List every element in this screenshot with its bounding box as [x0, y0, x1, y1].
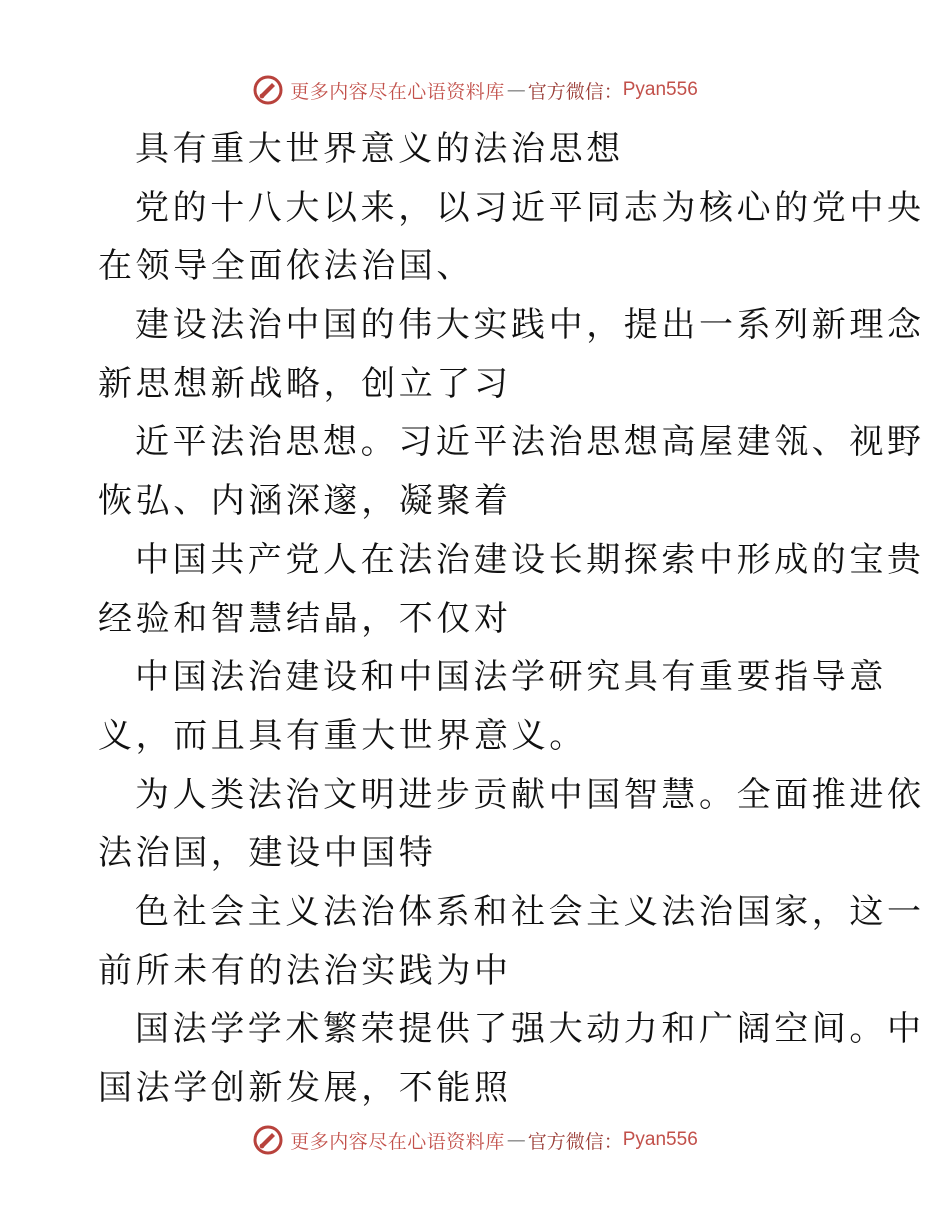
banner-wechat-label: 官方微信： — [527, 1130, 623, 1153]
paragraph-line: 经验和智慧结晶，不仅对 — [98, 598, 512, 639]
paragraph-line: 中国共产党人在法治建设长期探索中形成的宝贵 — [135, 539, 925, 580]
banner-wechat-id: Pyan556 — [622, 1129, 698, 1150]
logo-seal-icon — [252, 1124, 284, 1156]
banner-wechat-label: 官方微信： — [527, 80, 623, 103]
paragraph-line: 近平法治思想。习近平法治思想高屋建瓴、视野 — [135, 422, 925, 463]
banner-wechat-id: Pyan556 — [622, 79, 698, 100]
banner-text: 更多内容尽在心语资料库 — [290, 80, 505, 103]
paragraph-line: 法治国，建设中国特 — [98, 833, 437, 874]
paragraph-line: 国法学创新发展，不能照 — [98, 1068, 512, 1108]
header-banner[interactable] — [0, 70, 950, 110]
paragraph-line: 新思想新战略，创立了习 — [98, 363, 512, 404]
banner-text: 更多内容尽在心语资料库 — [290, 1130, 505, 1153]
paragraph-line: 中国法治建设和中国法学研究具有重要指导意 — [135, 657, 887, 698]
logo-seal-icon — [252, 74, 284, 106]
banner-separator: — — [506, 79, 526, 101]
footer-banner[interactable] — [0, 1120, 950, 1160]
paragraph-line: 在领导全面依法治国、 — [98, 246, 474, 287]
body-text — [98, 120, 925, 1118]
paragraph-line: 恢弘、内涵深邃，凝聚着 — [98, 481, 512, 522]
banner-separator: — — [506, 1129, 526, 1151]
paragraph-line: 国法学学术繁荣提供了强大动力和广阔空间。中 — [135, 1009, 925, 1050]
paragraph-line: 为人类法治文明进步贡献中国智慧。全面推进依 — [135, 774, 925, 815]
paragraph-line: 色社会主义法治体系和社会主义法治国家，这一 — [135, 891, 925, 932]
paragraph-line: 党的十八大以来，以习近平同志为核心的党中央 — [135, 187, 925, 228]
paragraph-line: 前所未有的法治实践为中 — [98, 950, 512, 991]
paragraph-line: 建设法治中国的伟大实践中，提出一系列新理念 — [135, 305, 925, 346]
paragraph-line: 具有重大世界意义的法治思想 — [135, 129, 624, 169]
paragraph-line: 义，而且具有重大世界意义。 — [98, 715, 587, 756]
